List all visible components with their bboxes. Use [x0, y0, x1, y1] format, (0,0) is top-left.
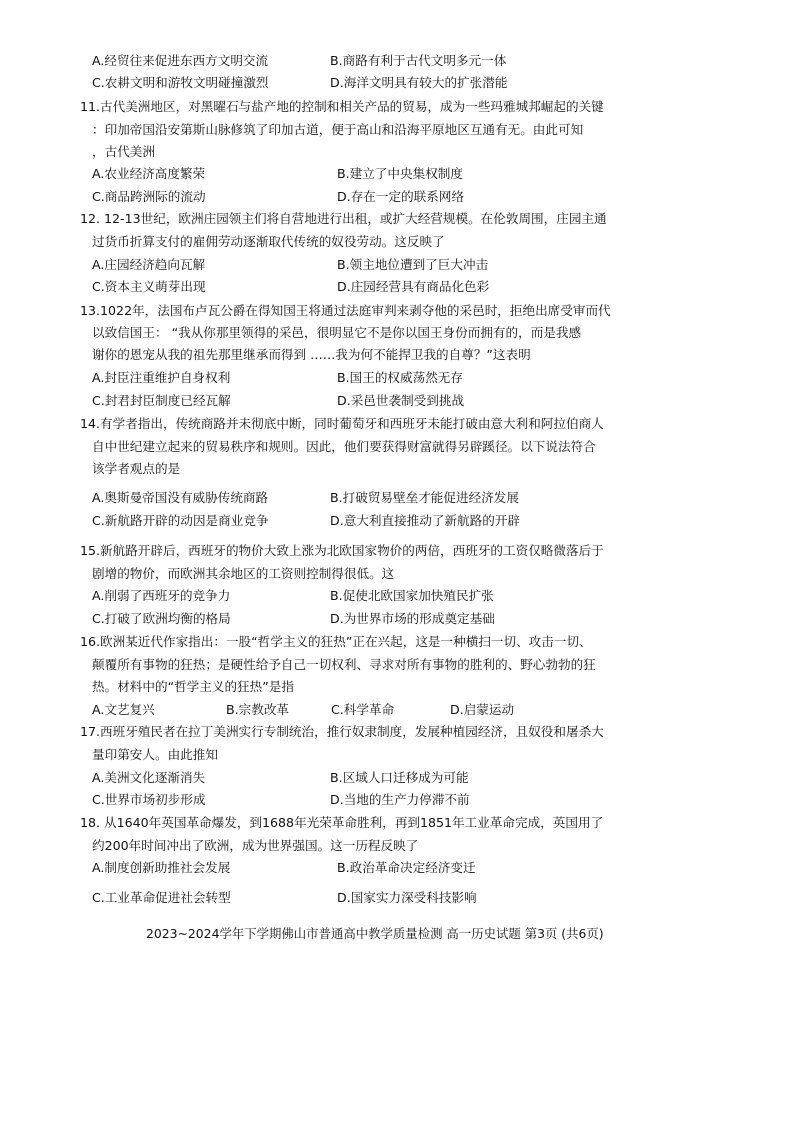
q17-option-d: D.当地的生产力停滞不前 [330, 792, 470, 807]
q12-option-d: D.庄园经营具有商品化色彩 [337, 279, 490, 294]
q13-stem-line-3: 谢你的恩宠从我的祖先那里继承而得到 ……我为何不能捍卫我的自尊？”这表明 [92, 347, 531, 362]
q16-stem-line-2: 颠覆所有事物的狂热；是硬性给予自己一切权利、寻求对所有事物的胜利的、野心勃勃的狂 [92, 657, 596, 672]
q18-option-a: A.制度创新助推社会发展 [92, 860, 231, 875]
q11-stem-line-3: ，古代美洲 [92, 144, 155, 159]
q17-option-c: C.世界市场初步形成 [92, 792, 206, 807]
q18-stem-line-2: 约200年时间冲出了欧洲，成为世界强国。这一历程反映了 [92, 838, 419, 853]
q10-option-c: C.农耕文明和游牧文明碰撞激烈 [92, 75, 269, 90]
page-footer: 2023~2024学年下学期佛山市普通高中教学质量检测 高一历史试题 第3页 (共6页) [146, 926, 604, 941]
q15-stem-line-1: 15.新航路开辟后，西班牙的物价大致上涨为北欧国家物价的两倍，西班牙的工资仅略微落后于 [80, 543, 604, 558]
q12-stem-line-2: 过货币折算支付的雇佣劳动逐渐取代传统的奴役劳动。这反映了 [92, 234, 445, 249]
q13-option-b: B.国王的权威荡然无存 [337, 370, 463, 385]
q11-option-b: B.建立了中央集权制度 [337, 166, 463, 181]
q13-stem-line-1: 13.1022年，法国布卢瓦公爵在得知国王将通过法庭审判来剥夺他的采邑时，拒绝出席受审而代 [80, 303, 611, 318]
q12-stem-line-1: 12. 12-13世纪，欧洲庄园领主们将自营地进行出租，或扩大经营规模。在伦敦周围，庄园主通 [80, 211, 607, 226]
q13-option-a: A.封臣注重维护自身权利 [92, 370, 231, 385]
q16-stem-line-1: 16.欧洲某近代作家指出：一股“哲学主义的狂热”正在兴起，这是一种横扫一切、攻击一切、 [80, 634, 592, 649]
q15-option-d: D.为世界市场的形成奠定基础 [330, 611, 495, 626]
q14-stem-line-1: 14.有学者指出，传统商路并未彻底中断，同时葡萄牙和西班牙未能打破由意大利和阿拉伯商人 [80, 416, 604, 431]
q15-option-a: A.削弱了西班牙的竞争力 [92, 588, 231, 603]
q13-stem-line-2: 以致信国王： “我从你那里领得的采邑，很明显它不是你以国王身份而拥有的，而是我感 [92, 325, 582, 340]
q17-stem-line-2: 量印第安人。由此推知 [92, 747, 218, 762]
q12-option-c: C.资本主义萌芽出现 [92, 279, 206, 294]
q18-option-b: B.政治革命决定经济变迁 [337, 860, 476, 875]
q10-option-d: D.海洋文明具有较大的扩张潜能 [330, 75, 508, 90]
q13-option-d: D.采邑世袭制受到挑战 [337, 393, 465, 408]
q18-option-d: D.国家实力深受科技影响 [337, 890, 477, 905]
q14-option-a: A.奥斯曼帝国没有威胁传统商路 [92, 490, 269, 505]
q11-option-a: A.农业经济高度繁荣 [92, 166, 206, 181]
q15-option-b: B.促使北欧国家加快殖民扩张 [330, 588, 494, 603]
q10-option-a: A.经贸往来促进东西方文明交流 [92, 53, 269, 68]
q17-option-b: B.区域人口迁移成为可能 [330, 770, 469, 785]
q18-stem-line-1: 18. 从1640年英国革命爆发，到1688年光荣革命胜利，再到1851年工业革命完成，英国用了 [80, 815, 604, 830]
q11-option-c: C.商品跨洲际的流动 [92, 189, 206, 204]
q11-option-d: D.存在一定的联系网络 [337, 189, 465, 204]
q10-option-b: B.商路有利于古代文明多元一体 [330, 53, 507, 68]
q15-option-c: C.打破了欧洲均衡的格局 [92, 611, 231, 626]
q14-option-d: D.意大利直接推动了新航路的开辟 [330, 513, 521, 528]
q12-option-a: A.庄园经济趋向瓦解 [92, 257, 206, 272]
q14-stem-line-3: 该学者观点的是 [92, 461, 181, 476]
q18-option-c: C.工业革命促进社会转型 [92, 890, 231, 905]
q14-option-c: C.新航路开辟的动因是商业竞争 [92, 513, 269, 528]
q16-option-d: D.启蒙运动 [450, 702, 515, 717]
q17-stem-line-1: 17.西班牙殖民者在拉丁美洲实行专制统治，推行奴隶制度，发展种植园经济，且奴役和屠杀大 [80, 724, 604, 739]
q13-option-c: C.封君封臣制度已经瓦解 [92, 393, 231, 408]
q11-stem-line-2: ：印加帝国沿安第斯山脉修筑了印加古道，便于高山和沿海平原地区互通有无。由此可知 [92, 122, 584, 137]
q16-option-b: B.宗教改革 [226, 702, 290, 717]
q16-option-c: C.科学革命 [331, 702, 395, 717]
q16-option-a: A.文艺复兴 [92, 702, 155, 717]
q14-stem-line-2: 自中世纪建立起来的贸易秩序和规则。因此，他们要获得财富就得另辟蹊径。以下说法符合 [92, 439, 596, 454]
q15-stem-line-2: 剧增的物价，而欧洲其余地区的工资则控制得很低。这 [92, 566, 395, 581]
q16-stem-line-3: 热。材料中的“哲学主义的狂热”是指 [92, 679, 294, 694]
q17-option-a: A.美洲文化逐渐消失 [92, 770, 206, 785]
q14-option-b: B.打破贸易壁垒才能促进经济发展 [330, 490, 519, 505]
q11-stem-line-1: 11.古代美洲地区，对黑曜石与盐产地的控制和相关产品的贸易，成为一些玛雅城邦崛起的关键 [80, 99, 604, 114]
q12-option-b: B.领主地位遭到了巨大冲击 [337, 257, 489, 272]
